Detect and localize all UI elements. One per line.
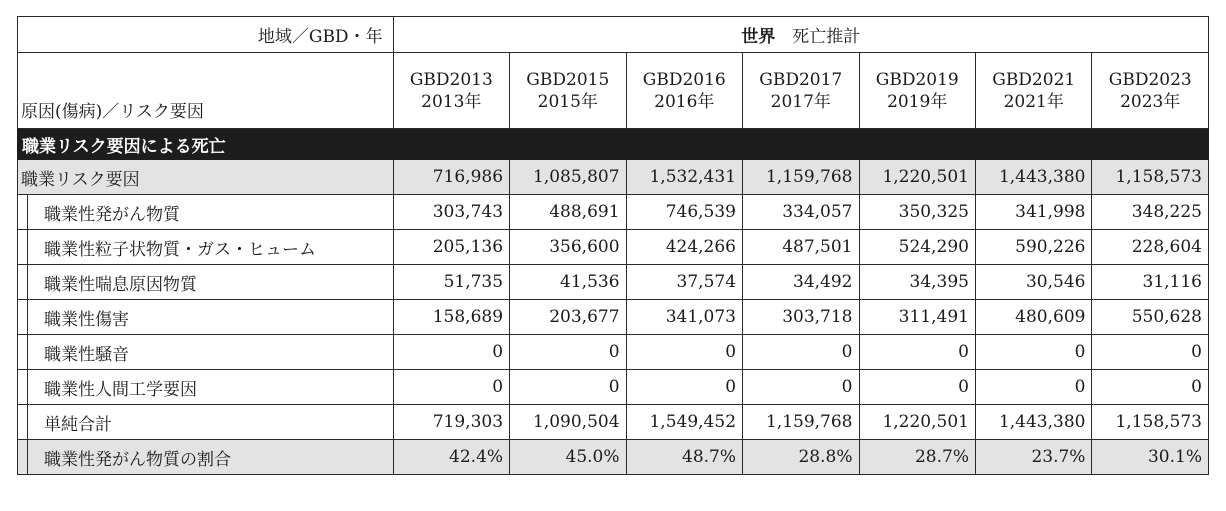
year-label: 2016年 bbox=[654, 91, 715, 112]
table-cell: 0 bbox=[393, 335, 509, 370]
header-row-top bbox=[18, 17, 1209, 53]
table-cell: 348,225 bbox=[1092, 195, 1209, 230]
table-row bbox=[18, 160, 1209, 195]
gbd-label: GBD2015 bbox=[526, 69, 610, 90]
table-cell: 341,998 bbox=[975, 195, 1091, 230]
table-cell: 480,609 bbox=[975, 300, 1091, 335]
table-row bbox=[18, 335, 1209, 370]
column-header bbox=[859, 53, 975, 129]
table-cell: 0 bbox=[859, 335, 975, 370]
year-label: 2015年 bbox=[537, 91, 598, 112]
table-row bbox=[18, 230, 1209, 265]
table-cell: 0 bbox=[510, 370, 626, 405]
table-cell: 205,136 bbox=[393, 230, 509, 265]
table-cell: 41,536 bbox=[510, 265, 626, 300]
table-cell: 42.4% bbox=[393, 440, 509, 475]
table-cell: 31,116 bbox=[1092, 265, 1209, 300]
table-cell: 1,220,501 bbox=[859, 405, 975, 440]
table-cell: 716,986 bbox=[393, 160, 509, 195]
row-label: 職業性発がん物質 bbox=[18, 195, 394, 230]
table-cell: 341,073 bbox=[626, 300, 742, 335]
table-cell: 0 bbox=[626, 335, 742, 370]
table-cell: 424,266 bbox=[626, 230, 742, 265]
table-cell: 1,090,504 bbox=[510, 405, 626, 440]
region-label: 地域／GBD・年 bbox=[18, 17, 394, 53]
table-cell: 1,158,573 bbox=[1092, 405, 1209, 440]
year-label: 2023年 bbox=[1120, 91, 1181, 112]
table-row bbox=[18, 405, 1209, 440]
row-label: 職業性粒子状物質・ガス・ヒューム bbox=[18, 230, 394, 265]
row-label: 職業リスク要因 bbox=[18, 160, 394, 195]
table-cell: 228,604 bbox=[1092, 230, 1209, 265]
year-label: 2013年 bbox=[421, 91, 482, 112]
table-cell: 0 bbox=[975, 335, 1091, 370]
row-label: 職業性騒音 bbox=[18, 335, 394, 370]
section-header-row bbox=[18, 129, 1209, 160]
table-cell: 590,226 bbox=[975, 230, 1091, 265]
table-cell: 350,325 bbox=[859, 195, 975, 230]
cause-label: 原因(傷病)／リスク要因 bbox=[18, 53, 394, 129]
table-cell: 719,303 bbox=[393, 405, 509, 440]
column-header bbox=[393, 53, 509, 129]
table-cell: 1,085,807 bbox=[510, 160, 626, 195]
row-label: 職業性人間工学要因 bbox=[18, 370, 394, 405]
column-header bbox=[510, 53, 626, 129]
table-cell: 0 bbox=[743, 370, 859, 405]
table-cell: 37,574 bbox=[626, 265, 742, 300]
table-cell: 746,539 bbox=[626, 195, 742, 230]
table-cell: 30.1% bbox=[1092, 440, 1209, 475]
table-cell: 303,718 bbox=[743, 300, 859, 335]
year-label: 2021年 bbox=[1003, 91, 1064, 112]
table-cell: 34,492 bbox=[743, 265, 859, 300]
table-row bbox=[18, 265, 1209, 300]
mortality-table bbox=[17, 16, 1209, 475]
table-cell: 0 bbox=[510, 335, 626, 370]
table-cell: 0 bbox=[1092, 370, 1209, 405]
table-cell: 1,549,452 bbox=[626, 405, 742, 440]
row-label: 職業性喘息原因物質 bbox=[18, 265, 394, 300]
year-label: 2017年 bbox=[770, 91, 831, 112]
row-label: 職業性発がん物質の割合 bbox=[18, 440, 394, 475]
world-rest: 死亡推計 bbox=[792, 27, 861, 47]
table-row bbox=[18, 370, 1209, 405]
column-header bbox=[626, 53, 742, 129]
gbd-label: GBD2019 bbox=[875, 69, 959, 90]
table-cell: 45.0% bbox=[510, 440, 626, 475]
gbd-label: GBD2017 bbox=[759, 69, 843, 90]
table-cell: 51,735 bbox=[393, 265, 509, 300]
table-cell: 1,159,768 bbox=[743, 160, 859, 195]
table-cell: 28.8% bbox=[743, 440, 859, 475]
table-cell: 30,546 bbox=[975, 265, 1091, 300]
section-title: 職業リスク要因による死亡 bbox=[18, 129, 1209, 160]
table-cell: 1,158,573 bbox=[1092, 160, 1209, 195]
table-cell: 0 bbox=[859, 370, 975, 405]
table-cell: 28.7% bbox=[859, 440, 975, 475]
table-cell: 0 bbox=[626, 370, 742, 405]
year-label: 2019年 bbox=[887, 91, 948, 112]
table-row bbox=[18, 195, 1209, 230]
table-cell: 158,689 bbox=[393, 300, 509, 335]
gbd-label: GBD2023 bbox=[1108, 69, 1192, 90]
world-bold: 世界 bbox=[741, 27, 776, 47]
table-cell: 1,443,380 bbox=[975, 160, 1091, 195]
table-cell: 1,443,380 bbox=[975, 405, 1091, 440]
gbd-label: GBD2016 bbox=[642, 69, 726, 90]
table-cell: 524,290 bbox=[859, 230, 975, 265]
table-cell: 0 bbox=[393, 370, 509, 405]
table-cell: 334,057 bbox=[743, 195, 859, 230]
gbd-label: GBD2021 bbox=[992, 69, 1076, 90]
row-label: 単純合計 bbox=[18, 405, 394, 440]
table-cell: 48.7% bbox=[626, 440, 742, 475]
row-label: 職業性傷害 bbox=[18, 300, 394, 335]
table-cell: 203,677 bbox=[510, 300, 626, 335]
table-cell: 311,491 bbox=[859, 300, 975, 335]
table-cell: 0 bbox=[1092, 335, 1209, 370]
table-cell: 487,501 bbox=[743, 230, 859, 265]
table-cell: 1,220,501 bbox=[859, 160, 975, 195]
column-header bbox=[975, 53, 1091, 129]
table-cell: 0 bbox=[743, 335, 859, 370]
table-cell: 23.7% bbox=[975, 440, 1091, 475]
table-row bbox=[18, 440, 1209, 475]
column-header bbox=[743, 53, 859, 129]
table-cell: 1,532,431 bbox=[626, 160, 742, 195]
table-cell: 0 bbox=[975, 370, 1091, 405]
table-cell: 34,395 bbox=[859, 265, 975, 300]
table-cell: 550,628 bbox=[1092, 300, 1209, 335]
header-row-years bbox=[18, 53, 1209, 129]
table-cell: 488,691 bbox=[510, 195, 626, 230]
table-row bbox=[18, 300, 1209, 335]
table-cell: 303,743 bbox=[393, 195, 509, 230]
gbd-label: GBD2013 bbox=[409, 69, 493, 90]
column-header bbox=[1092, 53, 1209, 129]
table-cell: 356,600 bbox=[510, 230, 626, 265]
table-cell: 1,159,768 bbox=[743, 405, 859, 440]
world-heading bbox=[393, 17, 1208, 53]
